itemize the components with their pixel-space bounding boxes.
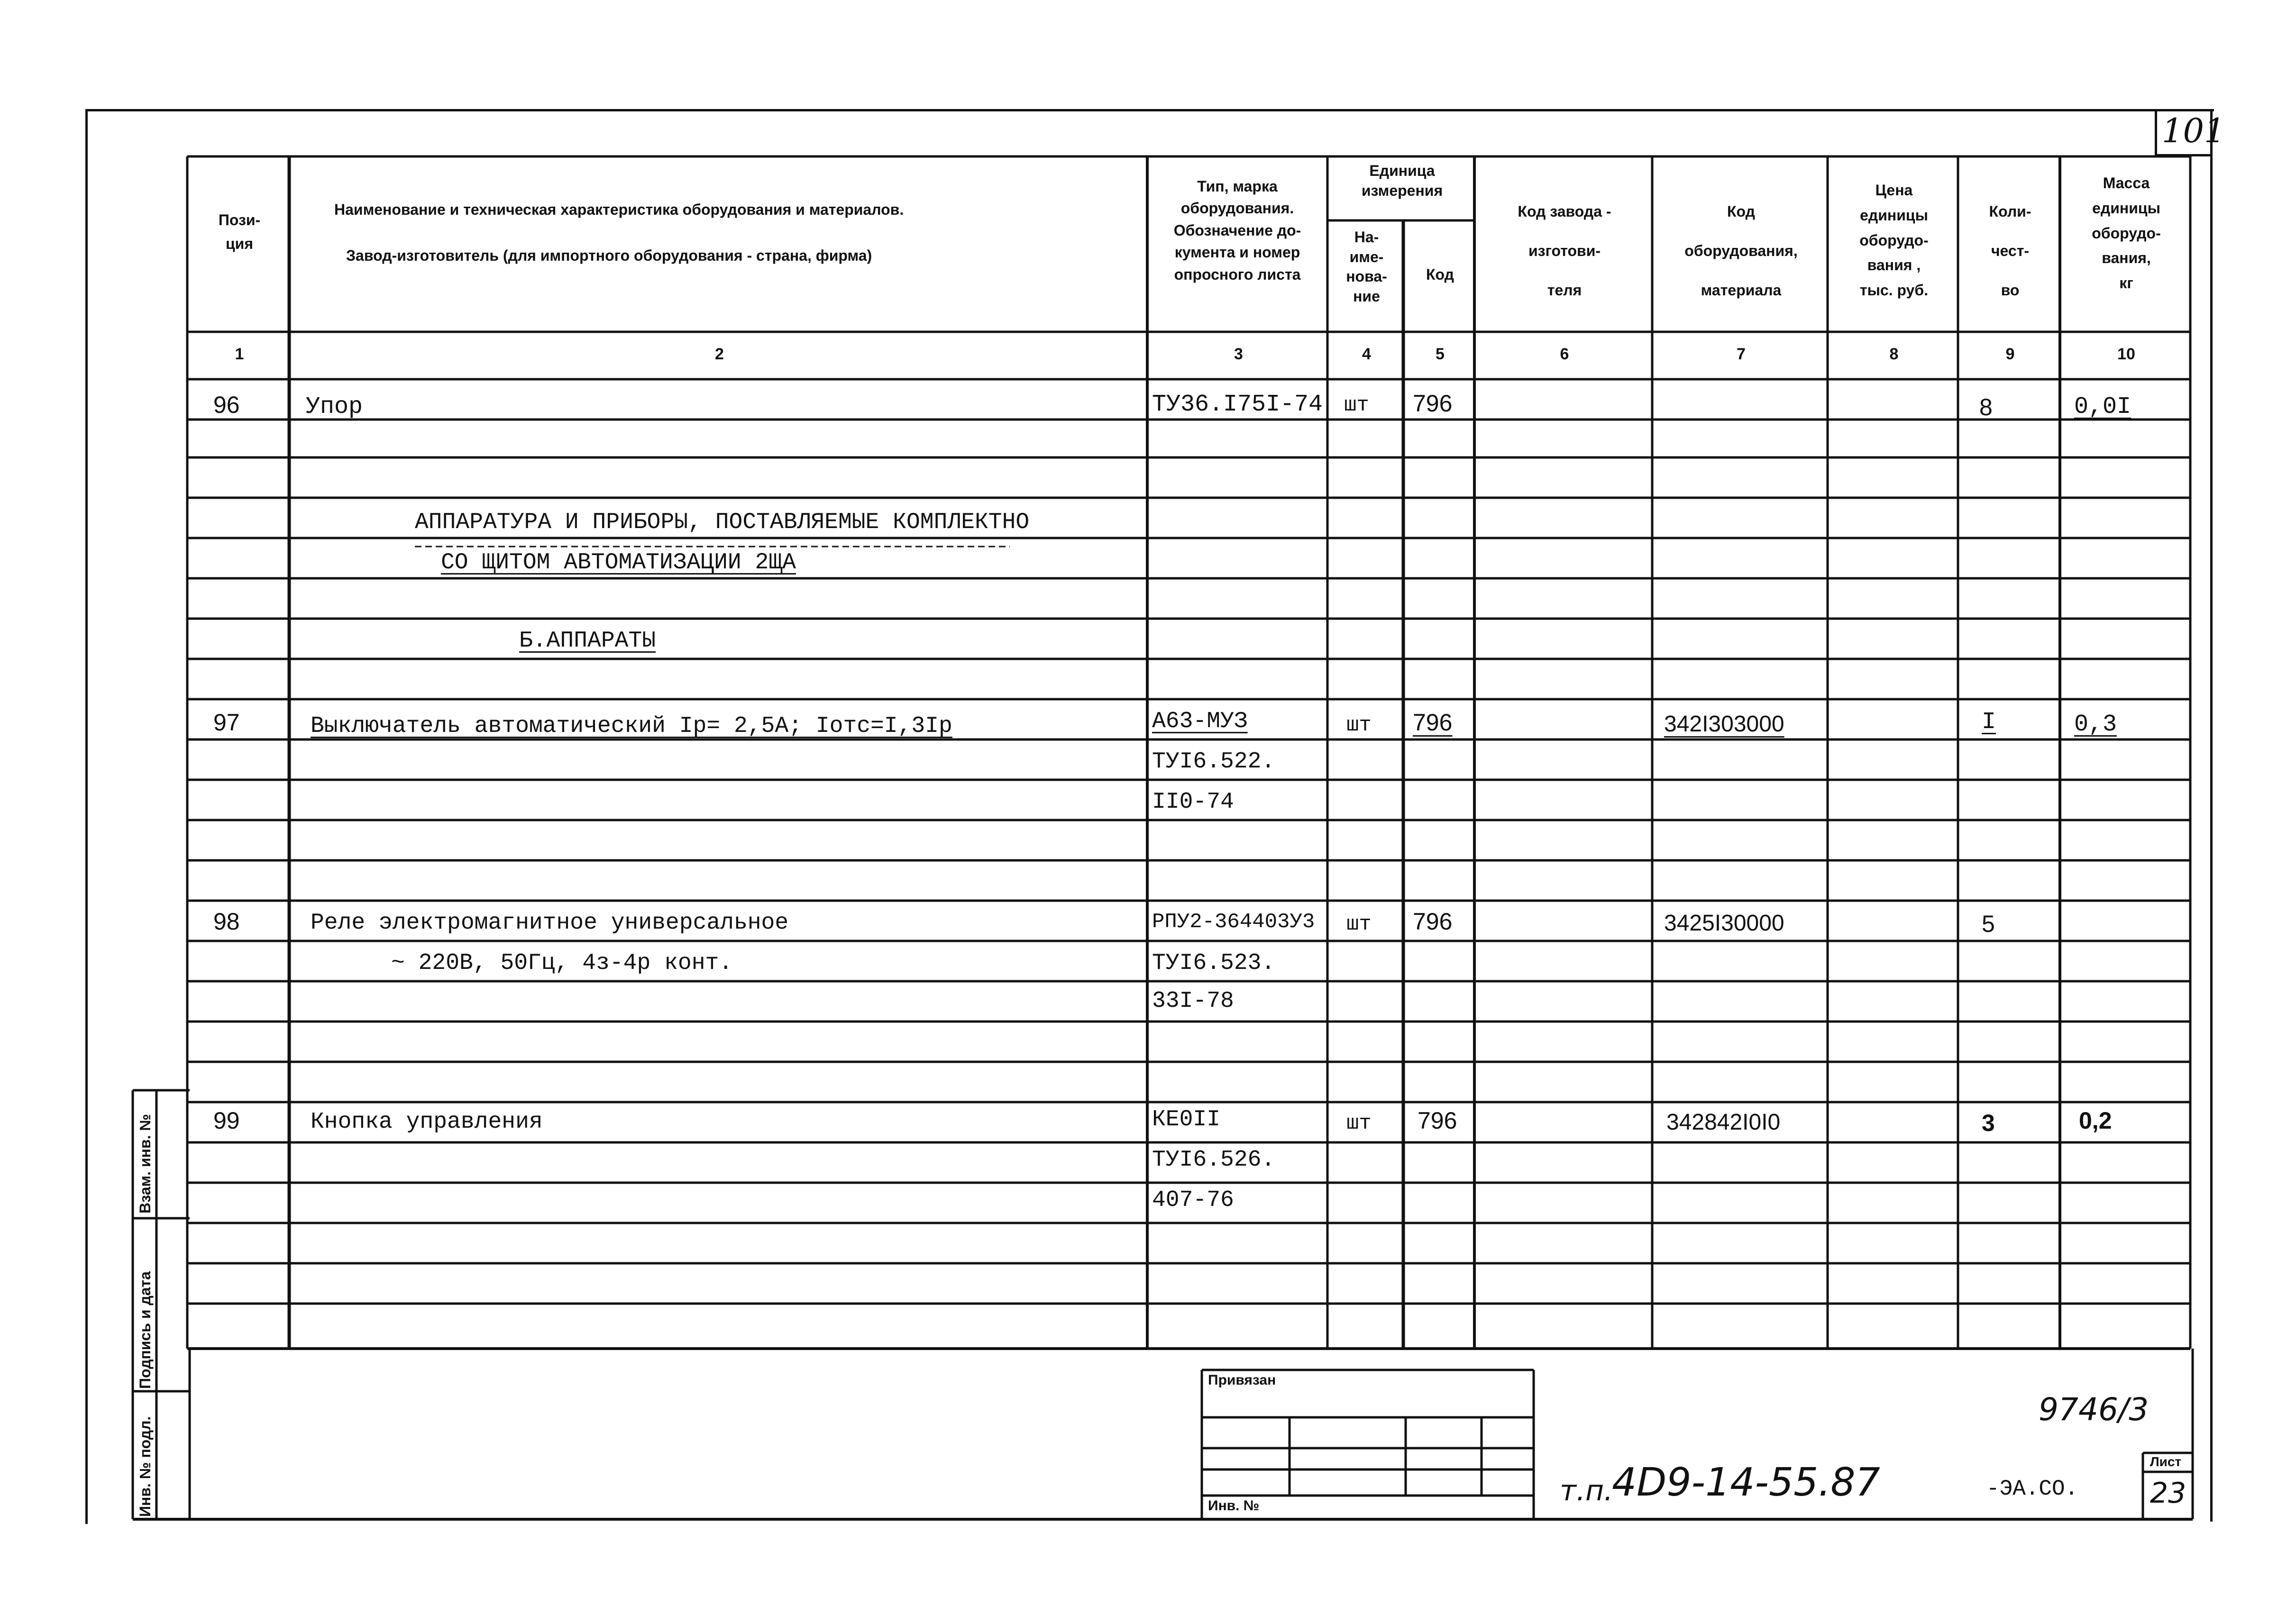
header-col6: Код завода - изготови- теля [1518, 203, 1611, 299]
row97-name: Выключатель автоматический Ip= 2,5A; Iотс=I,3Ip [311, 713, 952, 739]
row96-mass: 0,0I [2074, 393, 2131, 420]
col-number-3: 3 [1234, 345, 1243, 363]
header-col5: Код [1426, 266, 1454, 283]
row99-type-line3: 407-76 [1152, 1187, 1234, 1213]
col-number-4: 4 [1362, 345, 1371, 363]
row97-code: 796 [1413, 709, 1453, 736]
row96-name: Упор [306, 393, 363, 420]
col-number-8: 8 [1889, 345, 1899, 363]
row96-type: ТУ36.I75I-74 [1152, 391, 1323, 418]
col-number-2: 2 [715, 345, 724, 363]
row98-type-line2: ТУI6.523. [1152, 950, 1275, 976]
col-number-6: 6 [1560, 345, 1569, 363]
header-unit-group: Единица измерения [1361, 162, 1443, 199]
side-stamp-inv-podl: Инв. № подл. [137, 1416, 154, 1517]
row98-code: 796 [1413, 908, 1453, 935]
row99-unit: шт [1346, 1112, 1372, 1135]
row98-type-line1: РПУ2-364403У3 [1152, 910, 1315, 934]
row99-code: 796 [1418, 1107, 1457, 1134]
row96-position: 96 [213, 392, 240, 418]
side-stamp-vzam-inv: Взам. инв. № [137, 1114, 154, 1213]
subsection-title: Б.АППАРАТЫ [519, 628, 656, 654]
row97-equip-code: 342I303000 [1664, 712, 1784, 737]
row96-code: 796 [1413, 390, 1453, 417]
header-col2-line1: Наименование и техническая характеристика оборудования и материалов. [334, 201, 904, 218]
row97-type-line1: А63-МУЗ [1152, 709, 1248, 734]
header-col3: Тип, марка оборудования. Обозначение до- кумента и номер опросного листа [1173, 178, 1301, 283]
row98-equip-code: 3425I30000 [1664, 911, 1784, 936]
row97-qty: I [1982, 709, 1996, 736]
stamp-privyazan-label: Привязан [1208, 1372, 1276, 1388]
row99-mass: 0,2 [2079, 1107, 2112, 1134]
col-number-10: 10 [2117, 345, 2135, 363]
stamp-sheet-label: Лист [2150, 1454, 2182, 1469]
section-title-line2: СО ЩИТОМ АВТОМАТИЗАЦИИ 2ЩА [441, 550, 796, 575]
stamp-sheet-number: 23 [2150, 1477, 2186, 1510]
row99-qty: 3 [1982, 1110, 1995, 1136]
row98-name-line2: ~ 220В, 50Гц, 4з-4р конт. [391, 950, 733, 976]
top-page-number: 101 [2162, 111, 2225, 150]
row96-unit: шт [1344, 393, 1369, 417]
stamp-doc-suffix: -ЭА.СО. [1986, 1477, 2078, 1501]
stamp-inv-label: Инв. № [1208, 1498, 1260, 1514]
row98-position: 98 [213, 908, 240, 935]
row99-position: 99 [213, 1107, 240, 1134]
header-col9: Коли- чест- во [1989, 203, 2031, 299]
row97-mass: 0,3 [2074, 711, 2117, 738]
row97-type-line3: II0-74 [1152, 789, 1234, 815]
stamp-doc-prefix: т.п. [1560, 1474, 1613, 1507]
header-col2-line2: Завод-изготовитель (для импортного оборудования - страна, фирма) [346, 247, 872, 264]
header-col7: Код оборудования, материала [1684, 203, 1798, 299]
side-stamp-signature-date: Подпись и дата [137, 1271, 154, 1389]
row99-type-line1: КЕ0II [1152, 1107, 1221, 1132]
col-number-7: 7 [1737, 345, 1746, 363]
row97-unit: шт [1346, 713, 1372, 737]
section-title-line1: АППАРАТУРА И ПРИБОРЫ, ПОСТАВЛЯЕМЫЕ КОМПЛЕКТНО [415, 510, 1030, 535]
row98-name: Реле электромагнитное универсальное [311, 910, 789, 936]
row97-type-line2: ТУI6.522. [1152, 749, 1275, 775]
row98-qty: 5 [1982, 911, 1995, 937]
col-number-1: 1 [235, 345, 244, 363]
stamp-order-number: 9746/3 [2039, 1391, 2149, 1428]
header-col1: Пози- ция [218, 211, 261, 252]
col-number-5: 5 [1436, 345, 1445, 363]
col-number-9: 9 [2005, 345, 2015, 363]
header-col8: Цена единицы оборудо- вания , тыс. руб. [1859, 182, 1929, 299]
row98-type-line3: 33I-78 [1152, 988, 1234, 1014]
row98-unit: шт [1346, 912, 1372, 936]
row96-qty: 8 [1979, 394, 1993, 420]
row99-type-line2: ТУI6.526. [1152, 1147, 1275, 1173]
row97-position: 97 [213, 709, 240, 736]
stamp-doc-number: 4D9-14-55.87 [1612, 1460, 1880, 1505]
header-col10: Масса единицы оборудо- вания, кг [2092, 174, 2161, 292]
row99-equip-code: 342842I0I0 [1666, 1110, 1781, 1135]
row99-name: Кнопка управления [311, 1109, 543, 1135]
header-col4: На- име- нова- ние [1346, 228, 1387, 305]
